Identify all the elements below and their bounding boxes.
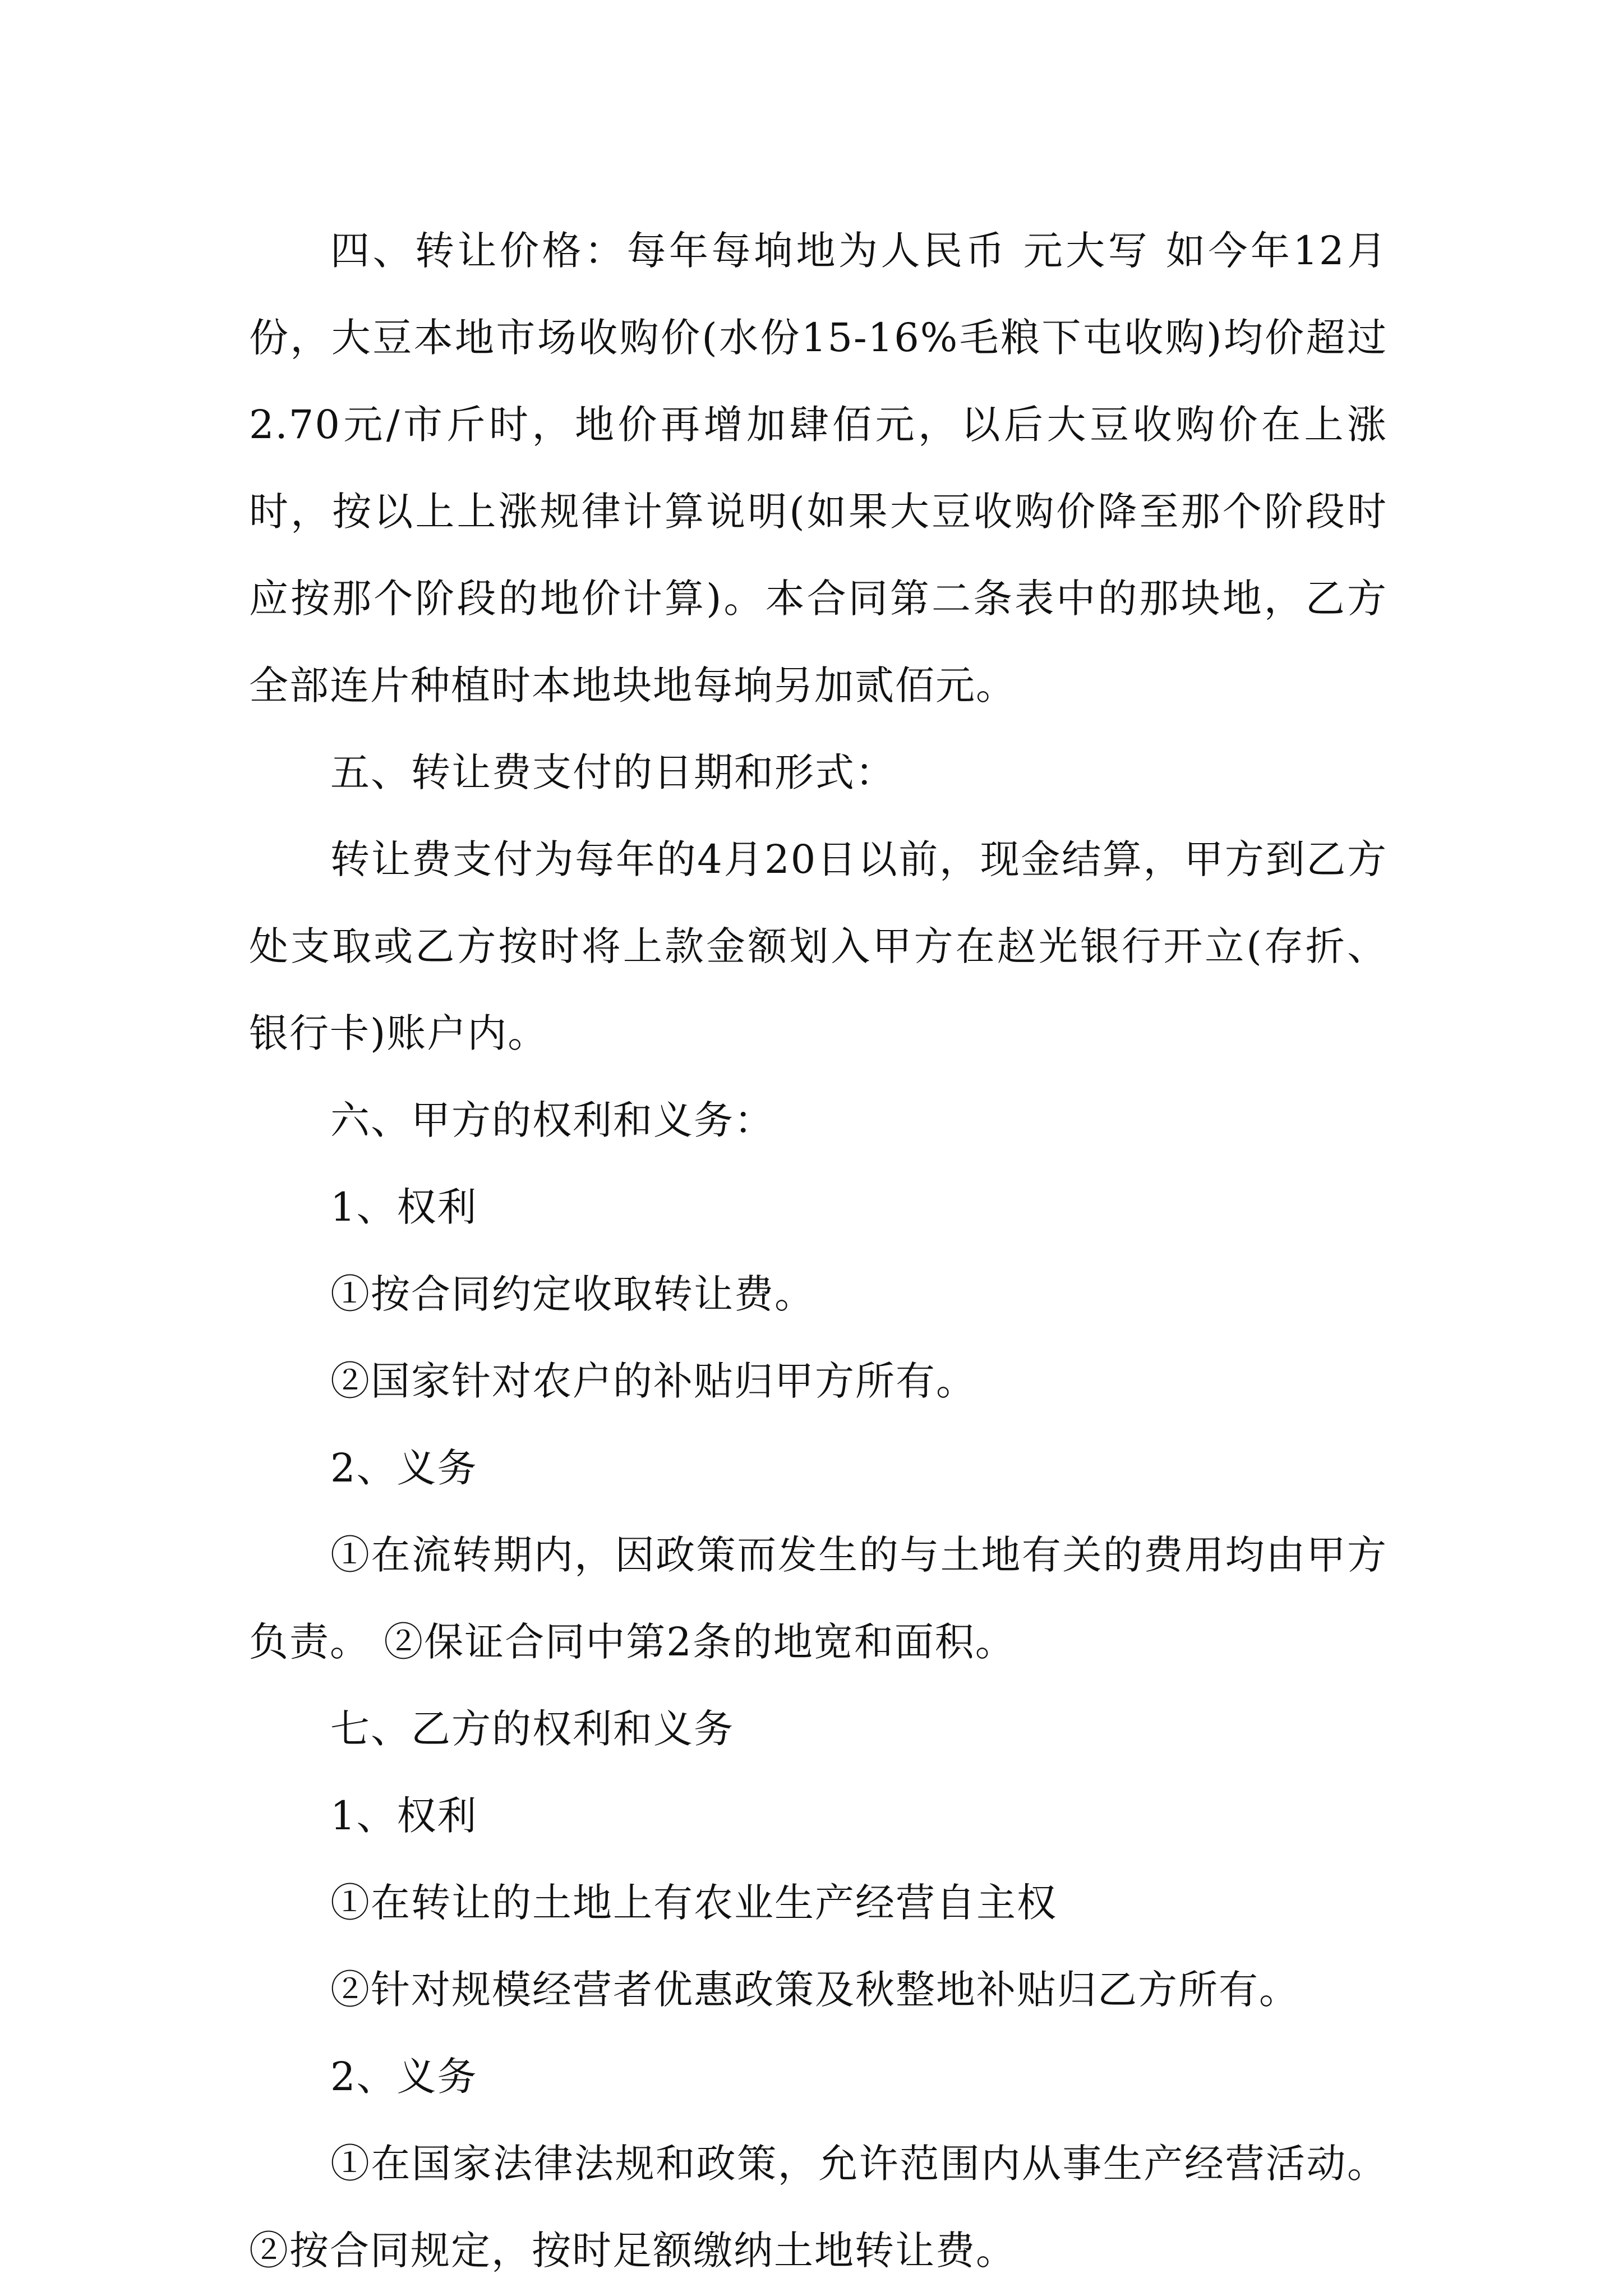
heading-party-b-rights-duties: 七、乙方的权利和义务 [330, 1706, 734, 1752]
paragraph-payment-terms: 转让费支付为每年的4月20日以前，现金结算，甲方到乙方处支取或乙方按时将上款金额划入甲方在赵光银行开立(存折、银行卡)账户内。 [249, 836, 1387, 1056]
party-b-right-2: ②针对规模经营者优惠政策及秋整地补贴归乙方所有。 [330, 1967, 1299, 2013]
party-a-duties: ①在流转期内，因政策而发生的与土地有关的费用均由甲方负责。 ②保证合同中第2条的地宽和面积。 [249, 1532, 1387, 1665]
subheading-party-a-duties: 2、义务 [330, 1445, 478, 1491]
party-a-right-1: ①按合同约定收取转让费。 [330, 1271, 815, 1317]
subheading-party-b-rights: 1、权利 [330, 1793, 478, 1839]
party-b-duties: ①在国家法律法规和政策，允许范围内从事生产经营活动。 ②按合同规定，按时足额缴纳土地转让费。 [249, 2141, 1387, 2274]
heading-payment-date-form: 五、转让费支付的日期和形式： [330, 749, 896, 795]
contract-body [249, 208, 1387, 2294]
party-b-right-1: ①在转让的土地上有农业生产经营自主权 [330, 1880, 1057, 1926]
heading-party-a-rights-duties: 六、甲方的权利和义务： [330, 1097, 774, 1143]
party-a-right-2: ②国家针对农户的补贴归甲方所有。 [330, 1358, 976, 1404]
subheading-party-a-rights: 1、权利 [330, 1184, 478, 1230]
subheading-party-b-duties: 2、义务 [330, 2054, 478, 2100]
paragraph-transfer-price: 四、转让价格：每年每垧地为人民币 元大写 如今年12月份，大豆本地市场收购价(水份15-16%毛粮下屯收购)均价超过2.70元/市斤时，地价再增加肆佰元，以后大豆收购价在上涨时，按以上上涨规律计算说明(如果大豆收购价降至那个阶段时应按那个阶段的地价计算)。本合同第二条表中的那块地，乙方全部连片种植时本地块地每垧另加贰佰元。 [249, 228, 1387, 708]
